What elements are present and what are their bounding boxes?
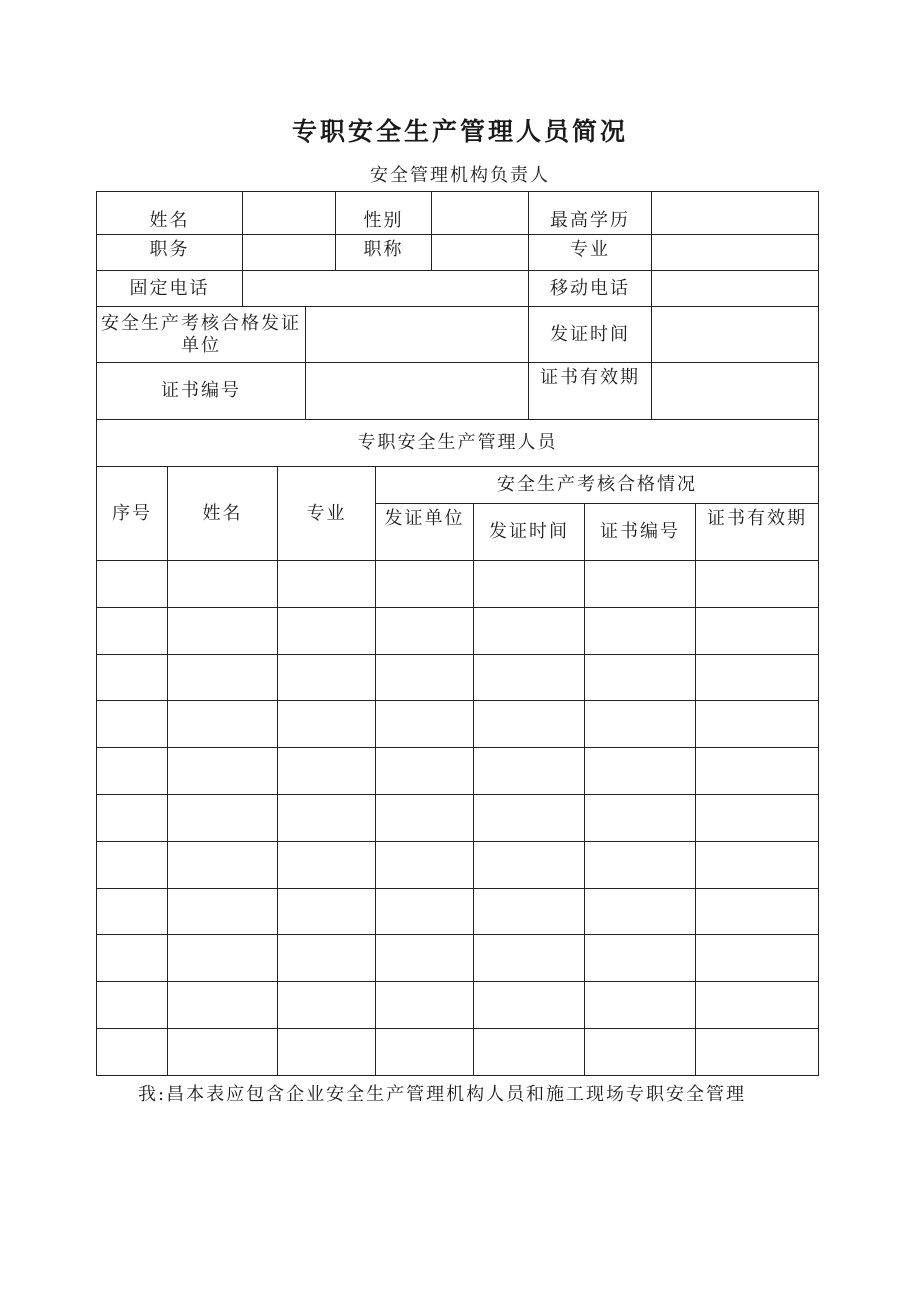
col-header-exam-group: 安全生产考核合格情况 <box>376 467 819 504</box>
table-row <box>97 982 819 1029</box>
table-cell[interactable] <box>585 935 696 982</box>
table-cell[interactable] <box>97 982 168 1029</box>
col-header-major: 专业 <box>278 467 376 561</box>
table-cell[interactable] <box>278 654 376 701</box>
table-cell[interactable] <box>168 794 278 841</box>
table-cell[interactable] <box>278 935 376 982</box>
table-cell[interactable] <box>696 701 819 748</box>
table-cell[interactable] <box>376 701 474 748</box>
table-cell[interactable] <box>474 935 585 982</box>
education-label: 最高学历 <box>529 192 652 235</box>
table-cell[interactable] <box>168 888 278 935</box>
table-cell[interactable] <box>278 748 376 795</box>
table-cell[interactable] <box>585 607 696 654</box>
table-row <box>97 748 819 795</box>
table-cell[interactable] <box>278 1028 376 1075</box>
table-cell[interactable] <box>97 841 168 888</box>
cert-org-value[interactable] <box>306 307 529 363</box>
mobile-value[interactable] <box>652 271 819 307</box>
footnote: 我:昌本表应包含企业安全生产管理机构人员和施工现场专职安全管理 <box>138 1084 747 1105</box>
table-row <box>97 654 819 701</box>
education-value[interactable] <box>652 192 819 235</box>
table-cell[interactable] <box>278 794 376 841</box>
major-label: 专业 <box>529 235 652 271</box>
table-cell[interactable] <box>696 561 819 608</box>
table-cell[interactable] <box>696 1028 819 1075</box>
leader-info-table <box>96 191 819 420</box>
table-cell[interactable] <box>585 654 696 701</box>
mobile-label: 移动电话 <box>529 271 652 307</box>
col-header-issuer: 发证单位 <box>376 504 474 561</box>
table-cell[interactable] <box>696 748 819 795</box>
table-cell[interactable] <box>696 841 819 888</box>
col-header-name: 姓名 <box>168 467 278 561</box>
table-cell[interactable] <box>168 982 278 1029</box>
table-cell[interactable] <box>696 935 819 982</box>
table-row <box>97 935 819 982</box>
col-header-seq: 序号 <box>97 467 168 561</box>
table-cell[interactable] <box>696 982 819 1029</box>
table-cell[interactable] <box>376 1028 474 1075</box>
table-cell[interactable] <box>585 982 696 1029</box>
table-cell[interactable] <box>278 982 376 1029</box>
table-cell[interactable] <box>474 561 585 608</box>
col-header-validity: 证书有效期 <box>696 504 819 561</box>
table-cell[interactable] <box>376 888 474 935</box>
table-cell[interactable] <box>278 561 376 608</box>
name-label: 姓名 <box>97 192 243 235</box>
document-title: 专职安全生产管理人员简况 <box>291 117 628 146</box>
table-cell[interactable] <box>97 935 168 982</box>
table-cell[interactable] <box>168 607 278 654</box>
section-heading-staff: 专职安全生产管理人员 <box>97 420 819 467</box>
table-cell[interactable] <box>474 794 585 841</box>
table-cell[interactable] <box>97 561 168 608</box>
table-cell[interactable] <box>696 654 819 701</box>
table-cell[interactable] <box>585 561 696 608</box>
title-value[interactable] <box>432 235 529 271</box>
validity-label: 证书有效期 <box>529 363 652 420</box>
table-row <box>97 561 819 608</box>
table-cell[interactable] <box>97 701 168 748</box>
table-cell[interactable] <box>376 935 474 982</box>
table-cell[interactable] <box>278 607 376 654</box>
cert-no-label: 证书编号 <box>97 363 306 420</box>
table-cell[interactable] <box>585 794 696 841</box>
table-cell[interactable] <box>474 888 585 935</box>
table-row <box>97 841 819 888</box>
table-cell[interactable] <box>585 748 696 795</box>
col-header-issue-date: 发证时间 <box>474 504 585 561</box>
table-row <box>97 888 819 935</box>
table-cell[interactable] <box>474 748 585 795</box>
table-row <box>97 794 819 841</box>
validity-value[interactable] <box>652 363 819 420</box>
table-cell[interactable] <box>168 935 278 982</box>
table-cell[interactable] <box>168 654 278 701</box>
table-cell[interactable] <box>474 701 585 748</box>
table-cell[interactable] <box>474 607 585 654</box>
table-cell[interactable] <box>376 841 474 888</box>
table-cell[interactable] <box>97 607 168 654</box>
section-heading-leader: 安全管理机构负责人 <box>370 165 550 186</box>
title-label: 职称 <box>336 235 432 271</box>
table-cell[interactable] <box>168 561 278 608</box>
gender-label: 性别 <box>336 192 432 235</box>
col-header-cert-no: 证书编号 <box>585 504 696 561</box>
position-label: 职务 <box>97 235 243 271</box>
table-row <box>97 701 819 748</box>
table-cell[interactable] <box>278 888 376 935</box>
landline-value[interactable] <box>243 271 529 307</box>
table-cell[interactable] <box>97 888 168 935</box>
table-row <box>97 1028 819 1075</box>
table-cell[interactable] <box>585 888 696 935</box>
table-cell[interactable] <box>376 654 474 701</box>
table-cell[interactable] <box>168 748 278 795</box>
table-cell[interactable] <box>278 841 376 888</box>
table-cell[interactable] <box>376 561 474 608</box>
cert-no-value[interactable] <box>306 363 529 420</box>
table-cell[interactable] <box>376 794 474 841</box>
name-value[interactable] <box>243 192 336 235</box>
table-cell[interactable] <box>97 748 168 795</box>
table-cell[interactable] <box>97 1028 168 1075</box>
table-cell[interactable] <box>585 841 696 888</box>
gender-value[interactable] <box>432 192 529 235</box>
table-cell[interactable] <box>376 607 474 654</box>
table-cell[interactable] <box>474 1028 585 1075</box>
staff-rows <box>97 561 819 1076</box>
table-cell[interactable] <box>474 654 585 701</box>
table-cell[interactable] <box>168 701 278 748</box>
table-cell[interactable] <box>696 794 819 841</box>
table-cell[interactable] <box>474 841 585 888</box>
table-cell[interactable] <box>278 701 376 748</box>
table-cell[interactable] <box>376 748 474 795</box>
issue-date-value[interactable] <box>652 307 819 363</box>
table-row <box>97 607 819 654</box>
landline-label: 固定电话 <box>97 271 243 307</box>
table-cell[interactable] <box>97 794 168 841</box>
table-cell[interactable] <box>168 841 278 888</box>
table-cell[interactable] <box>585 701 696 748</box>
issue-date-label: 发证时间 <box>529 307 652 363</box>
table-cell[interactable] <box>168 1028 278 1075</box>
table-cell[interactable] <box>474 982 585 1029</box>
position-value[interactable] <box>243 235 336 271</box>
table-cell[interactable] <box>376 982 474 1029</box>
table-cell[interactable] <box>696 607 819 654</box>
major-value[interactable] <box>652 235 819 271</box>
safety-staff-table <box>96 419 819 1076</box>
table-cell[interactable] <box>696 888 819 935</box>
table-cell[interactable] <box>585 1028 696 1075</box>
cert-org-label: 安全生产考核合格发证单位 <box>97 307 306 363</box>
table-cell[interactable] <box>97 654 168 701</box>
